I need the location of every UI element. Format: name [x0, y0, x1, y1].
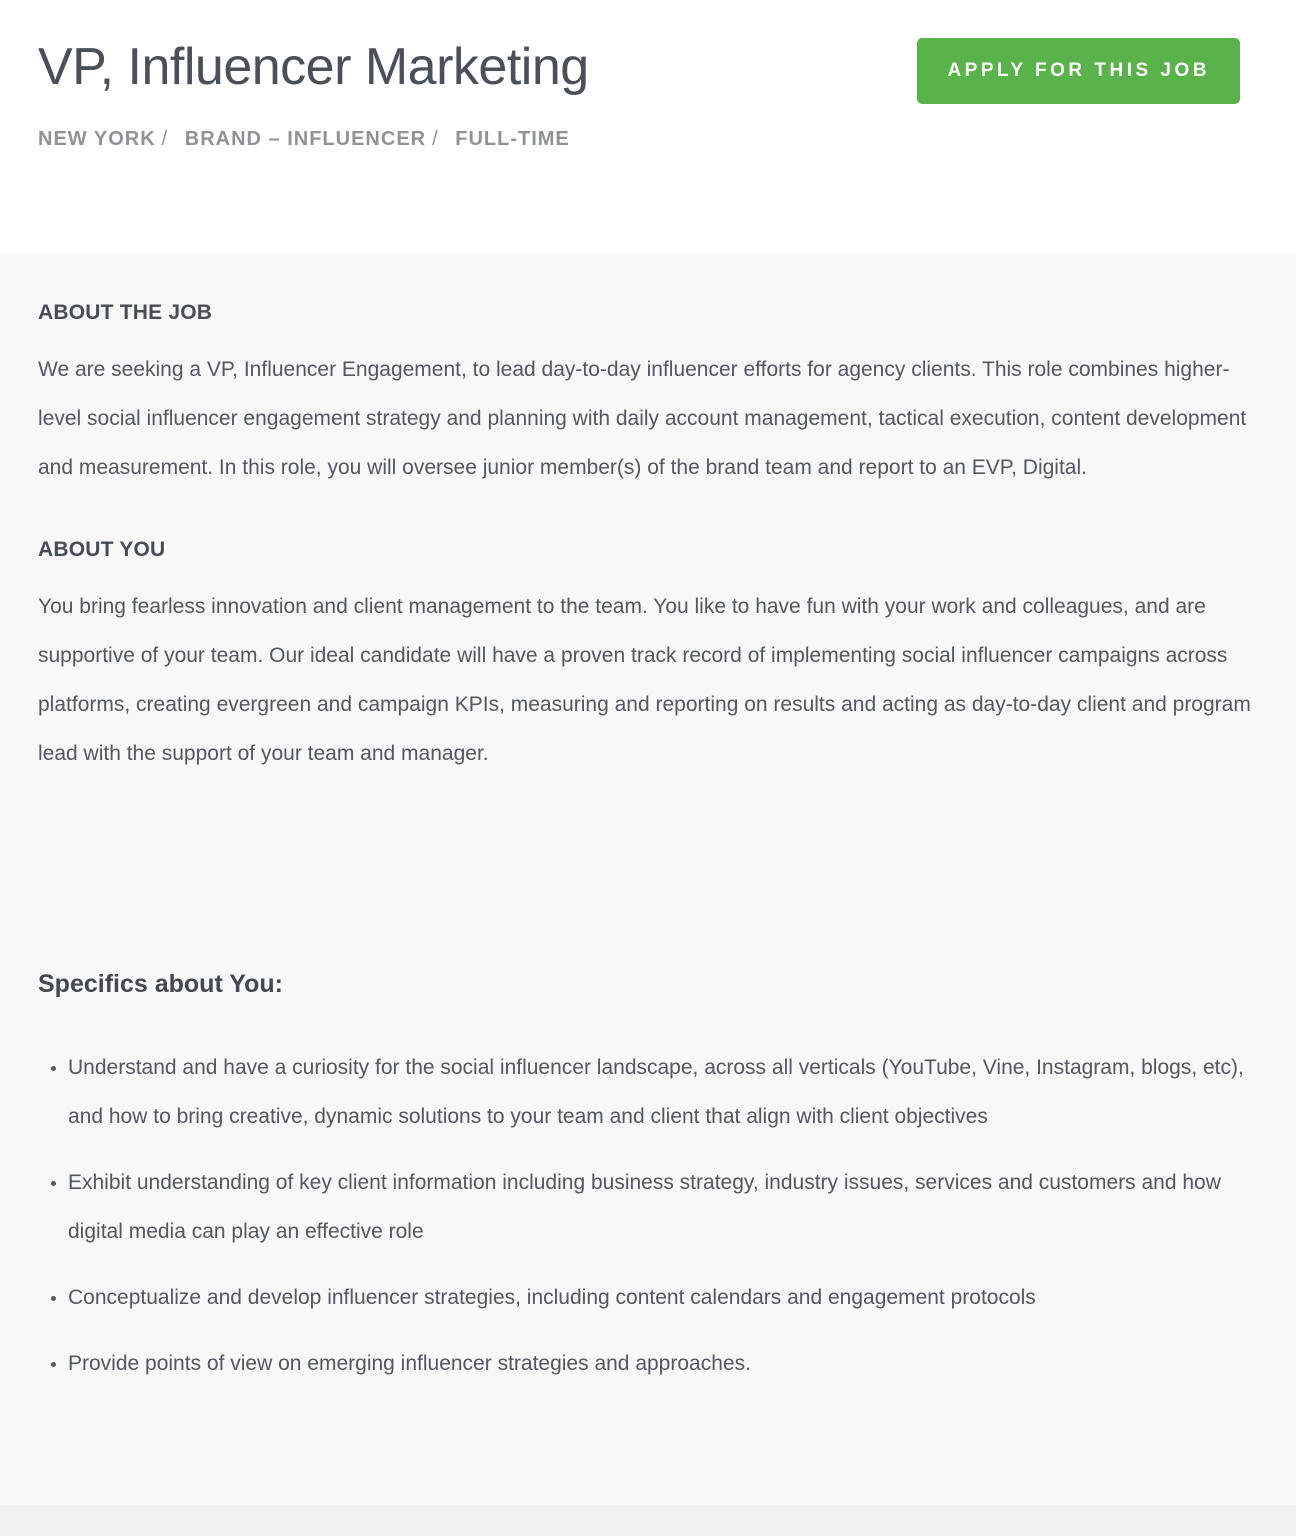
- breadcrumb-location: NEW YORK: [38, 127, 156, 150]
- list-item: • Understand and have a curiosity for the social influencer landscape, across all verticals (YouTube, Vine, Instagram, blogs, etc), and how to bring creative, dynamic solutions to your team and client that align with client objectives: [68, 1043, 1258, 1141]
- breadcrumb: [38, 128, 1240, 151]
- list-item: • Exhibit understanding of key client information including business strategy, industry issues, services and customers and how digital media can play an effective role: [68, 1158, 1258, 1256]
- footer-strip: [0, 1505, 1296, 1536]
- breadcrumb-team: BRAND – INFLUENCER: [184, 127, 427, 150]
- breadcrumb-separator: /: [432, 127, 439, 150]
- list-item: • Provide points of view on emerging influencer strategies and approaches.: [68, 1339, 1258, 1388]
- section-about-you: [38, 538, 1258, 778]
- section-about-the-job: [38, 301, 1258, 492]
- apply-button[interactable]: APPLY FOR THIS JOB: [917, 38, 1240, 104]
- list-item: • Conceptualize and develop influencer strategies, including content calendars and engagement protocols: [68, 1273, 1258, 1322]
- job-header: [0, 0, 1296, 255]
- job-description: [0, 255, 1296, 1505]
- specifics-heading: Specifics about You:: [38, 970, 283, 998]
- breadcrumb-commitment: FULL-TIME: [455, 127, 570, 150]
- section-body-about-the-job: We are seeking a VP, Influencer Engagement, to lead day-to-day influencer efforts for agency clients. This role combines higher-level social influencer engagement strategy and planning with daily account management, tactical execution, content development and measurement. In this role, you will oversee junior member(s) of the brand team and report to an EVP, Digital.: [38, 358, 1247, 479]
- breadcrumb-separator: /: [161, 127, 169, 150]
- section-heading-about-the-job: ABOUT THE JOB: [38, 301, 213, 324]
- section-heading-about-you: ABOUT YOU: [38, 538, 166, 561]
- section-body-about-you: You bring fearless innovation and client management to the team. You like to have fun with your work and colleagues, and are supportive of your team. Our ideal candidate will have a proven track record of implementing social influencer campaigns across platforms, creating evergreen and campaign KPIs, measuring and reporting on results and acting as day-to-day client and program lead with the support of your team and manager.: [38, 595, 1251, 765]
- page-title: VP, Influencer Marketing: [38, 38, 589, 96]
- specifics-bullet-list: [38, 1043, 1258, 1388]
